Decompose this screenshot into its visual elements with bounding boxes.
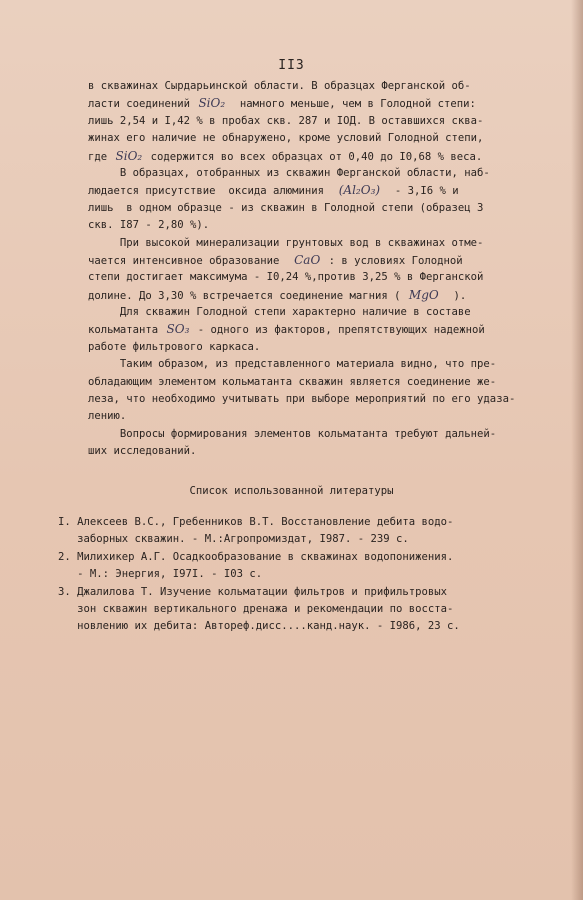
reference-item — [58, 549, 518, 584]
text-line — [88, 182, 528, 199]
text-line — [88, 391, 528, 408]
text-run: При высокой минерализации грунтовых вод в скважинах отме- — [88, 236, 484, 249]
text-line — [88, 217, 528, 234]
text-line — [88, 443, 528, 460]
reference-line: 3. Джалилова Т. Изучение кольматации фильтров и прифильтровых — [58, 585, 448, 598]
text-line — [88, 113, 528, 130]
reference-item — [58, 584, 518, 636]
text-run: Таким образом, из представленного материала видно, что пре- — [88, 358, 497, 371]
text-run: кольматанта — [88, 324, 165, 337]
text-run: чается интенсивное образование — [88, 254, 293, 267]
text-line — [88, 408, 528, 425]
text-run: лишь в одном образце - из скважин в Голодной степи (образец 3 — [88, 201, 484, 214]
text-line — [88, 304, 528, 321]
text-line — [88, 165, 528, 182]
text-run: : в условиях Голодной — [322, 254, 463, 267]
text-run: намного меньше, чем в Голодной степи: — [227, 98, 476, 111]
reference-item — [58, 514, 518, 549]
text-run: работе фильтрового каркаса. — [88, 340, 261, 353]
text-line — [88, 287, 528, 304]
text-run: ). — [440, 289, 467, 302]
body-text — [88, 78, 528, 461]
handwritten-formula: SO₃ — [166, 322, 190, 337]
text-line — [88, 235, 528, 252]
text-line — [88, 339, 528, 356]
text-line — [88, 130, 528, 147]
text-run: Для скважин Голодной степи характерно наличие в составе — [88, 306, 471, 319]
reference-line: новлению их дебита: Автореф.дисс....канд.наук. - I986, 23 с. — [58, 620, 460, 633]
text-line — [88, 95, 528, 112]
handwritten-formula: SiO₂ — [115, 148, 143, 163]
handwritten-formula: SiO₂ — [198, 96, 226, 111]
text-line — [88, 374, 528, 391]
text-run: - 3,I6 % и — [382, 185, 459, 198]
text-run: Вопросы формирования элементов кольматанта требуют дальней- — [88, 427, 497, 440]
reference-line: зон скважин вертикального дренажа и рекомендации по восста- — [58, 602, 454, 615]
text-line — [88, 269, 528, 286]
page-edge-shadow — [571, 0, 583, 900]
text-run: - одного из факторов, препятствующих надежной — [191, 324, 485, 337]
text-line — [88, 78, 528, 95]
text-line — [88, 252, 528, 269]
text-line — [88, 148, 528, 165]
text-line — [88, 200, 528, 217]
text-run: скв. I87 - 2,80 %). — [88, 219, 210, 232]
reference-line: - М.: Энергия, I97I. - I03 с. — [58, 568, 263, 581]
reference-list — [58, 514, 518, 636]
page-number: II3 — [278, 58, 305, 73]
text-line — [88, 321, 528, 338]
text-run: долине. До 3,30 % встречается соединение магния ( — [88, 289, 407, 302]
reference-line: 2. Милихикер А.Г. Осадкообразование в скважинах водопонижения. — [58, 550, 454, 563]
text-run: жинах его наличие не обнаружено, кроме условий Голодной степи, — [88, 132, 484, 145]
handwritten-formula: CaO — [294, 252, 321, 267]
text-line — [88, 426, 528, 443]
text-run: ших исследований. — [88, 445, 197, 458]
text-run: ласти соединений — [88, 98, 197, 111]
handwritten-formula: MgO — [408, 287, 439, 302]
text-run: В образцах, отобранных из скважин Ферганской области, наб- — [88, 166, 490, 179]
text-run: леза, что необходимо учитывать при выборе мероприятий по его удаза- — [88, 393, 516, 406]
text-run: где — [88, 150, 114, 163]
text-line — [88, 356, 528, 373]
reference-line: заборных скважин. - М.:Агропромиздат, I987. - 239 с. — [58, 533, 409, 546]
reference-line: I. Алексеев В.С., Гребенников В.Т. Восстановление дебита водо- — [58, 516, 454, 528]
references-heading: Список использованной литературы — [189, 485, 394, 497]
text-run: содержится во всех образцах от 0,40 до I0,68 % веса. — [144, 150, 483, 163]
text-run: лишь 2,54 и I,42 % в пробах скв. 287 и IОД. В оставшихся сква- — [88, 114, 484, 127]
text-run: лению. — [88, 410, 127, 423]
text-run: в скважинах Сырдарьинской области. В образцах Ферганской об- — [88, 80, 471, 92]
text-run: степи достигает максимума - I0,24 %,против 3,25 % в Ферганской — [88, 271, 484, 284]
text-run: обладающим элементом кольматанта скважин является соединение же- — [88, 375, 497, 388]
handwritten-formula: (Al₂O₃) — [338, 183, 381, 198]
text-run: людается присутствие оксида алюминия — [88, 185, 337, 198]
